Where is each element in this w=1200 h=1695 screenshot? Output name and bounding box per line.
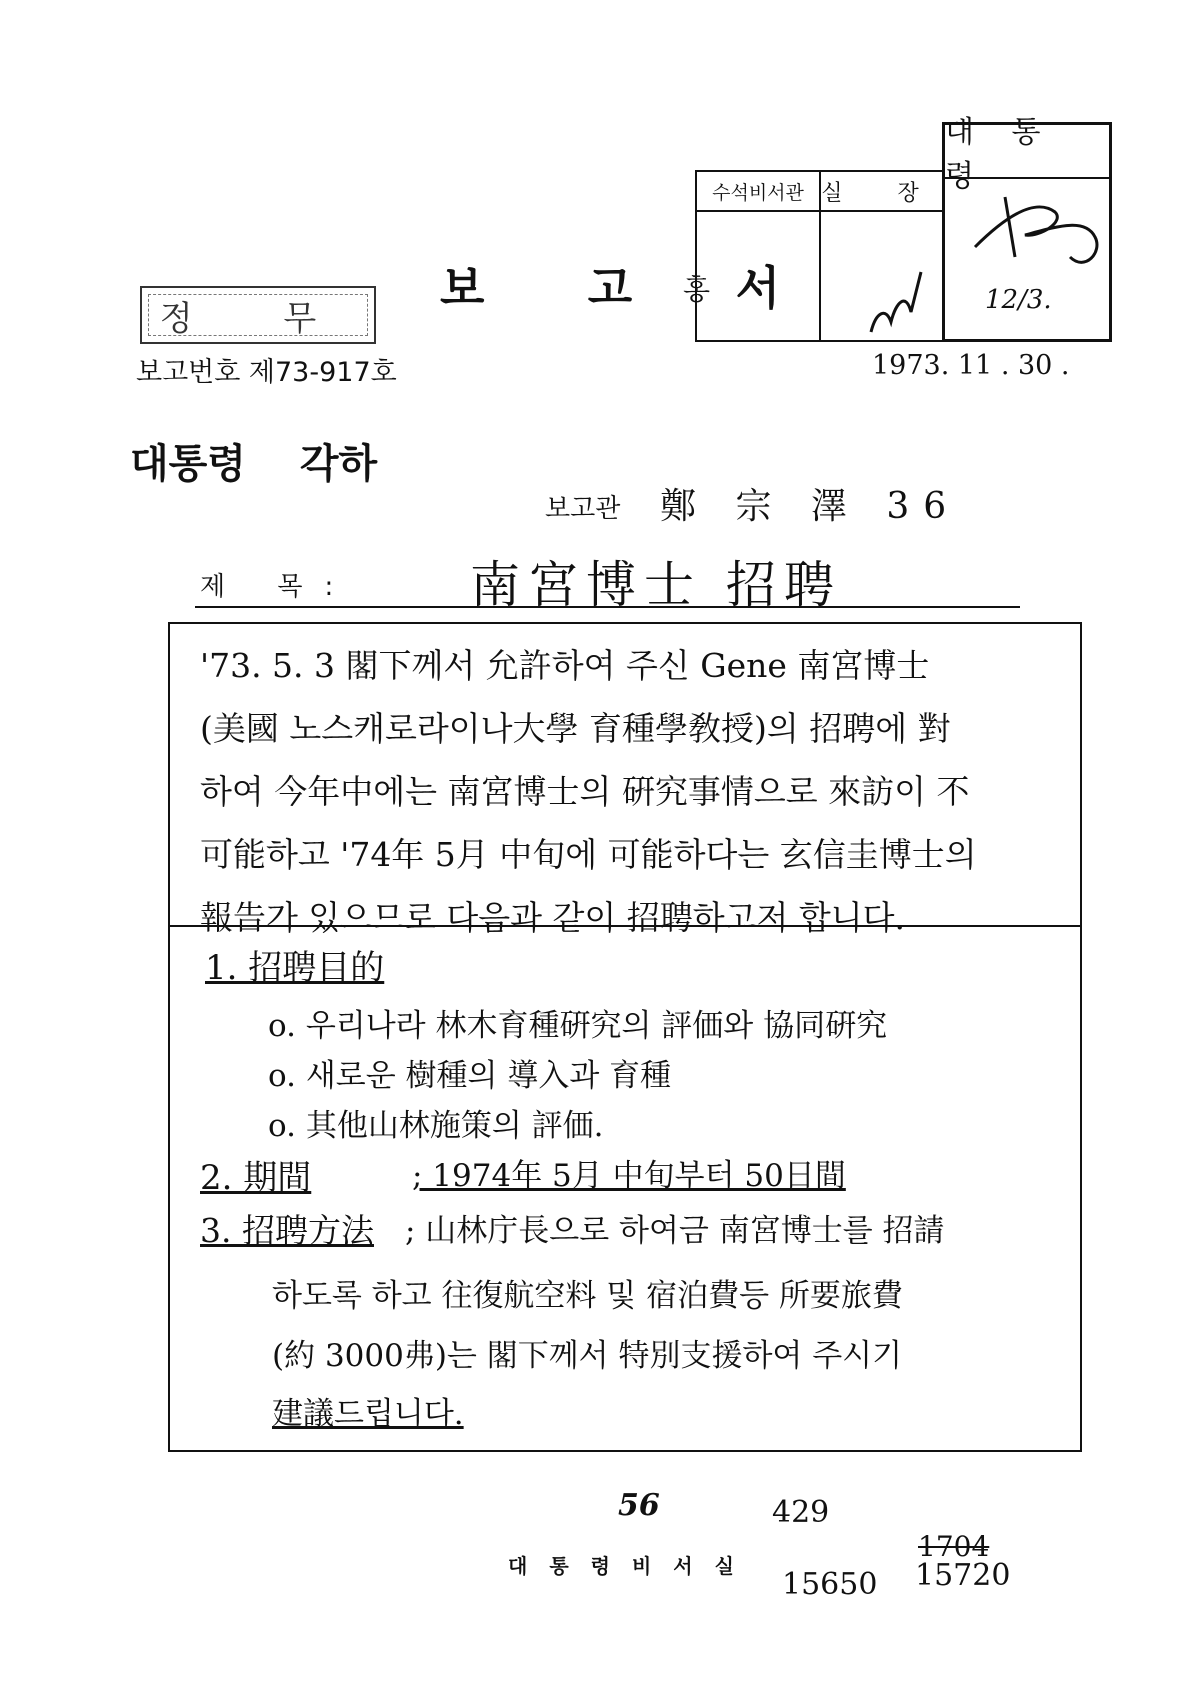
president-approval-cell (942, 115, 1112, 342)
chief-signature (821, 212, 941, 342)
president-signature (945, 177, 1111, 297)
chief-secretary-label: 수석비서관 (697, 172, 819, 212)
document-title (440, 252, 780, 318)
title-char-1: 보 (440, 261, 485, 315)
intro-line: '73. 5. 3 閣下께서 允許하여 주신 Gene 南宮博士 (200, 646, 930, 685)
section3-title: 3. 招聘方法 (200, 1211, 374, 1250)
classification-stamp: 정 무 (140, 286, 376, 344)
intro-paragraph (200, 634, 1080, 949)
title-char-3: 서 (735, 261, 780, 315)
section1-bullet: o. 우리나라 林木育種硏究의 評価와 協同硏究 (268, 1008, 888, 1044)
president-label: 대 통 령 (945, 125, 1109, 179)
intro-line: 하여 今年中에는 南宮博士의 硏究事情으로 來訪이 不 (200, 772, 970, 811)
intro-line: 可能하고 '74年 5月 中旬에 可能하다는 玄信圭博士의 (200, 835, 977, 874)
report-number: 보고번호 제73-917호 (136, 357, 397, 388)
reporter-name: 鄭 宗 澤 36 (660, 486, 961, 527)
section3-line: 하도록 하고 往復航空料 및 宿泊費등 所要旅費 (272, 1278, 903, 1314)
subject-value: 南宮博士 招聘 (470, 556, 842, 614)
footer-number-15720: 15720 (915, 1558, 1011, 1593)
intro-line: (美國 노스캐로라이나大學 育種學敎授)의 招聘에 對 (200, 709, 951, 748)
section3-value: ; 山林庁長으로 하여금 南宮博士를 招請 (405, 1213, 945, 1249)
section2-title: 2. 期間 (200, 1158, 312, 1198)
section3-line: 建議드립니다. (272, 1396, 464, 1432)
footer-number-1704: 1704 (918, 1530, 990, 1563)
report-date: 1973. 11 . 30 . (872, 350, 1070, 381)
chief-cell (821, 172, 945, 340)
section1-bullet: o. 其他山林施策의 評価. (268, 1108, 604, 1144)
chief-label: 실 장 (821, 172, 943, 212)
section2-value: ; 1974年 5月 中旬부터 50日間 (412, 1158, 846, 1194)
footer-number-15650: 15650 (782, 1567, 878, 1602)
section1-title: 1. 招聘目的 (205, 948, 385, 988)
footer-number-56: 56 (618, 1488, 660, 1523)
footer-office: 대통령비서실 (508, 1554, 756, 1578)
intro-line: 報告가 있으므로 다음과 같이 招聘하고저 합니다. (200, 898, 905, 937)
addressee: 대통령 각하 (130, 441, 378, 487)
footer-number-429: 429 (772, 1495, 830, 1530)
president-sign-date: 12/3. (985, 285, 1052, 315)
title-char-2: 고 (587, 261, 633, 315)
subject-label: 제 목: (200, 572, 356, 602)
section1-bullet: o. 새로운 樹種의 導入과 育種 (268, 1058, 672, 1094)
section3-line: (約 3000弗)는 閣下께서 特別支援하여 주시기 (272, 1338, 903, 1374)
reporter-label: 보고관 (545, 494, 621, 524)
staff-mark: 홍 (683, 273, 711, 306)
subject-underline (195, 606, 1020, 608)
